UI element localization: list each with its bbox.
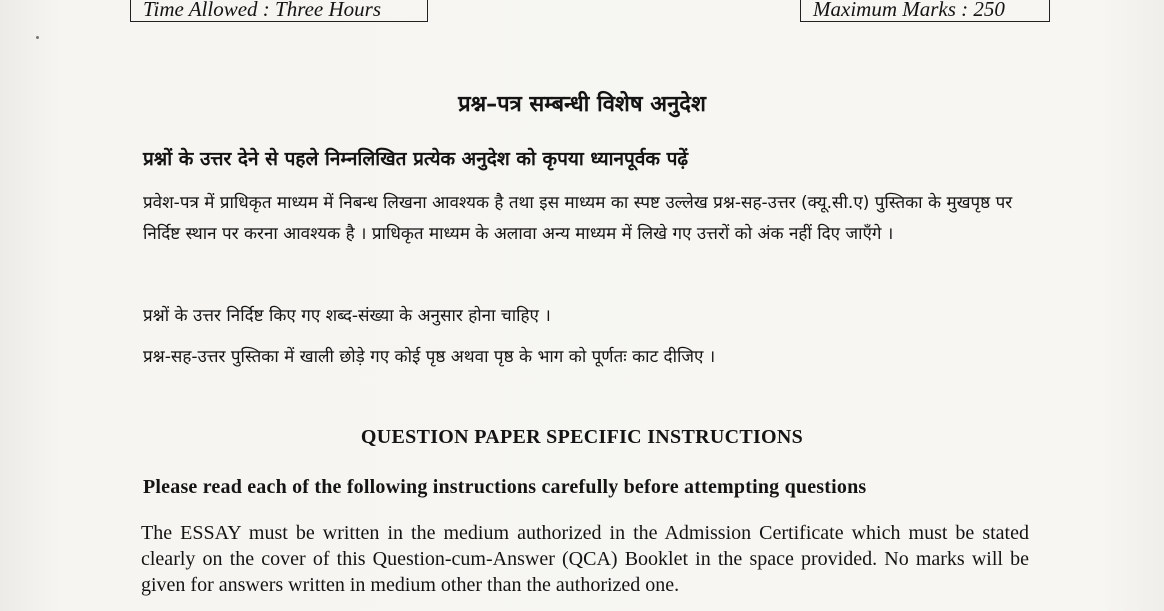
english-section-subtitle: Please read each of the following instructions carefully before attempting questions (143, 476, 867, 498)
time-allowed-box: Time Allowed : Three Hours (130, 0, 428, 22)
hindi-instruction-blank-pages: प्रश्न-सह-उत्तर पुस्तिका में खाली छोड़े गए कोई पृष्ठ अथवा पृष्ठ के भाग को पूर्णतः काट दीजिए । (143, 347, 716, 367)
hindi-instruction-medium: प्रवेश-पत्र में प्राधिकृत माध्यम में निबन्ध लिखना आवश्यक है तथा इस माध्यम का स्पष्ट उल्लेख प्रश्न-सह-उत्तर (क्यू.सी.ए) पुस्तिका के मुखपृष्ठ पर निर्दिष्ट स्थान पर करना आवश्यक है । प्राधिकृत माध्यम के अलावा अन्य माध्यम में लिखे गए उत्तरों को अंक नहीं दिए जाएँगे । (143, 193, 1013, 244)
english-instruction-medium: The ESSAY must be written in the medium authorized in the Admission Certificate which must be stated clearly on the cover of this Question-cum-Answer (QCA) Booklet in the space provided. No marks will be given for answers written in medium other than the authorized one. (141, 522, 1029, 596)
hindi-section-title: प्रश्न–पत्र सम्बन्धी विशेष अनुदेश (458, 92, 706, 117)
hindi-instruction-word-limit: प्रश्नों के उत्तर निर्दिष्ट किए गए शब्द-संख्या के अनुसार होना चाहिए । (143, 306, 551, 326)
hindi-section-subtitle: प्रश्नों के उत्तर देने से पहले निम्नलिखित प्रत्येक अनुदेश को कृपया ध्यानपूर्वक पढ़ें (143, 148, 689, 170)
paper-speck (36, 36, 39, 39)
maximum-marks-box: Maximum Marks : 250 (800, 0, 1050, 22)
english-section-title: QUESTION PAPER SPECIFIC INSTRUCTIONS (360, 426, 804, 448)
